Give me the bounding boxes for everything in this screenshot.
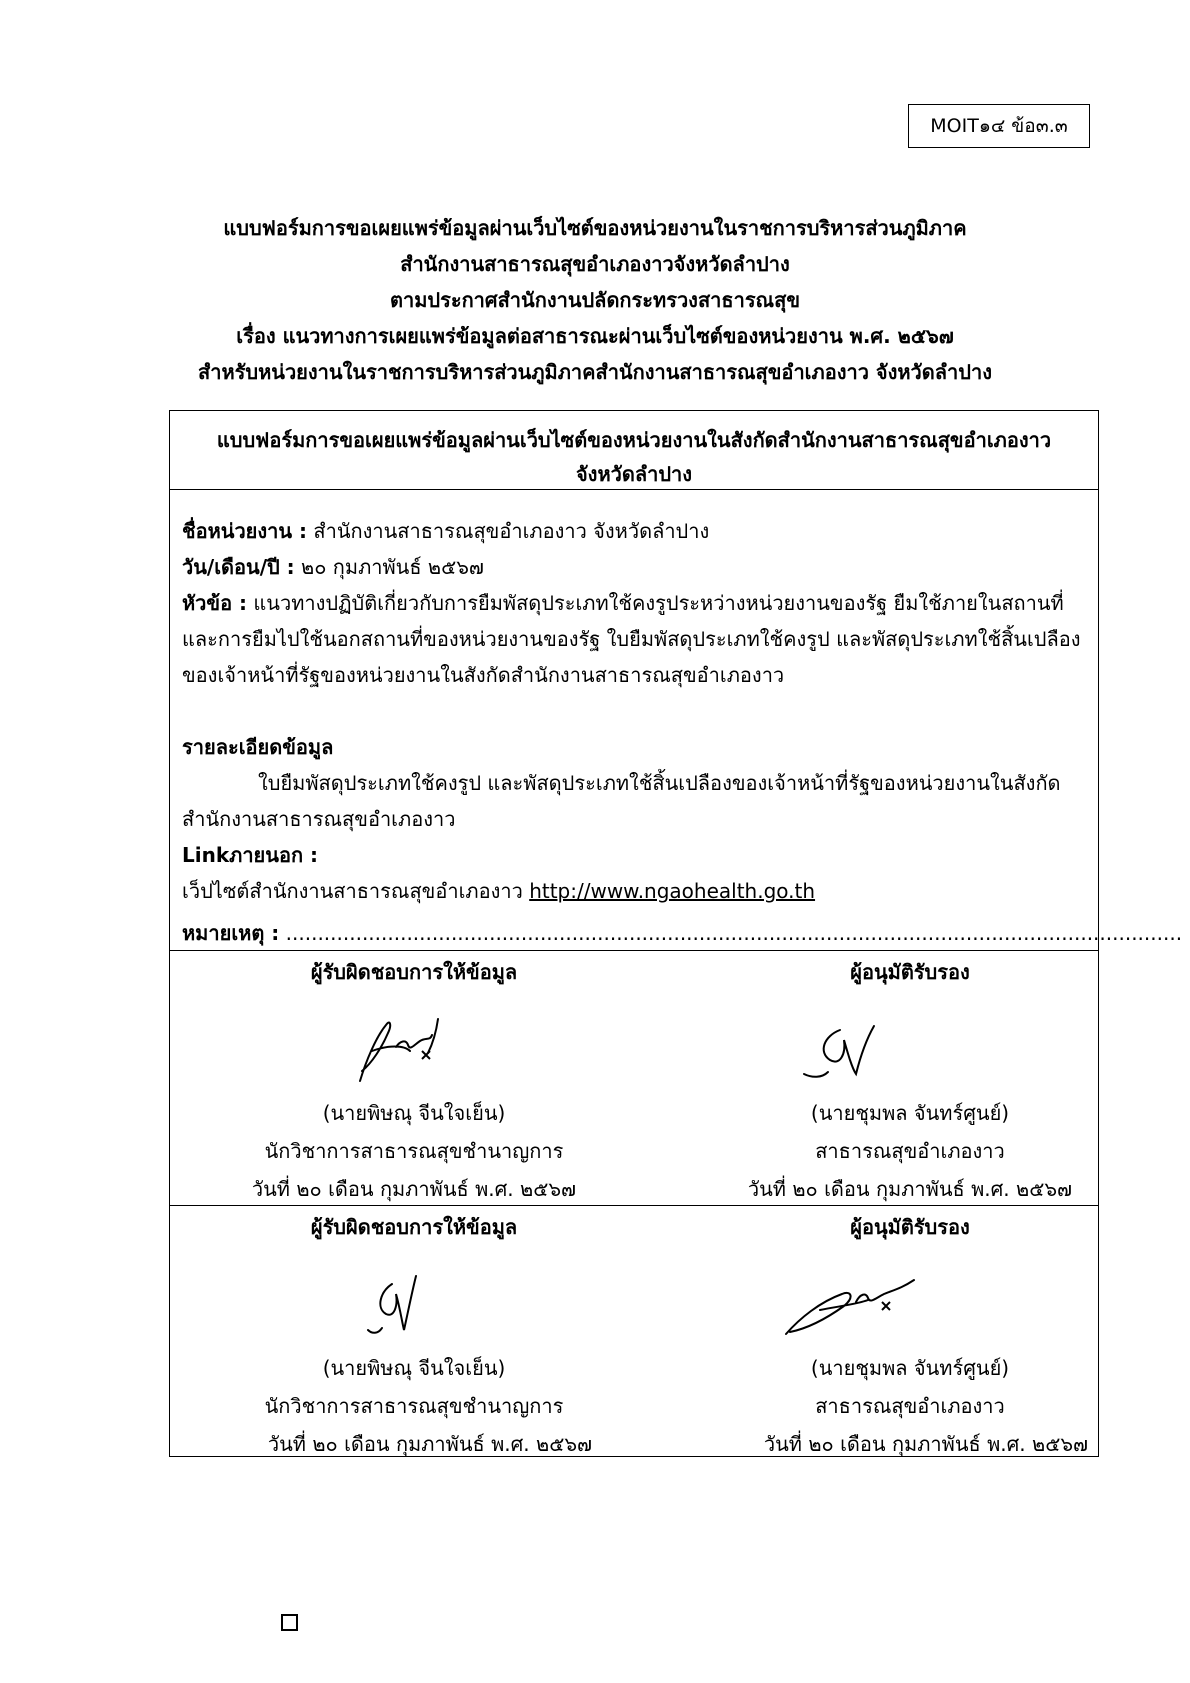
sign1-right-name: (นายชุมพล จันทร์ศูนย์): [810, 1101, 1010, 1125]
date-value: ๒๐ กุมภาพันธ์ ๒๕๖๗: [294, 555, 484, 579]
header-line-3: ตามประกาศสำนักงานปลัดกระทรวงสาธารณสุข: [389, 288, 800, 312]
link-prefix: เว็ปไซต์สำนักงานสาธารณสุขอำเภองาว: [182, 879, 530, 903]
sign2-right-date: วันที่ ๒๐ เดือน กุมภาพันธ์ พ.ศ. ๒๕๖๗: [763, 1432, 1089, 1456]
signature-chumpol-2: [780, 1272, 920, 1342]
sign1-left-date: วันที่ ๒๐ เดือน กุมภาพันธ์ พ.ศ. ๒๕๖๗: [251, 1177, 577, 1201]
unit-value: สำนักงานสาธารณสุขอำเภองาว จังหวัดลำปาง: [307, 519, 710, 543]
detail-heading: รายละเอียดข้อมูล: [182, 735, 334, 759]
header-line-1: แบบฟอร์มการขอเผยแพร่ข้อมูลผ่านเว็บไซต์ของหน่วยงานในราชการบริหารส่วนภูมิภาค: [223, 216, 967, 240]
topic-line-1: แนวทางปฏิบัติเกี่ยวกับการยืมพัสดุประเภทใช้คงรูประหว่างหน่วยงานของรัฐ ยืมใช้ภายในสถานที่: [247, 591, 1064, 615]
table-divider-signatures-1: [169, 950, 1099, 951]
signature-pitsanu-2: [362, 1270, 432, 1342]
sign2-left-role: ผู้รับผิดชอบการให้ข้อมูล: [310, 1215, 518, 1239]
note-row: [182, 917, 1182, 949]
signature-chumpol-1: [800, 1018, 890, 1088]
header-line-5: สำหรับหน่วยงานในราชการบริหารส่วนภูมิภาคสำนักงานสาธารณสุขอำเภองาว จังหวัดลำปาง: [198, 360, 992, 384]
topic-label: หัวข้อ :: [182, 591, 248, 615]
unit-label: ชื่อหน่วยงาน :: [182, 519, 308, 543]
table-divider-signatures-2: [169, 1205, 1099, 1206]
note-label: หมายเหตุ :: [182, 921, 280, 945]
topic-line-3: ของเจ้าหน้าที่รัฐของหน่วยงานในสังกัดสำนักงานสาธารณสุขอำเภองาว: [182, 663, 785, 687]
checkbox[interactable]: [281, 1614, 298, 1631]
detail-line-2: สำนักงานสาธารณสุขอำเภองาว: [182, 807, 456, 831]
detail-line-1: ใบยืมพัสดุประเภทใช้คงรูป และพัสดุประเภทใช้สิ้นเปลืองของเจ้าหน้าที่รัฐของหน่วยงานในสังกัด: [258, 771, 1061, 795]
sign1-right-role: ผู้อนุมัติรับรอง: [850, 960, 970, 984]
sign2-left-position: นักวิชาการสาธารณสุขชำนาญการ: [264, 1394, 564, 1418]
unit-row: [182, 515, 709, 547]
sign2-right-name: (นายชุมพล จันทร์ศูนย์): [810, 1356, 1010, 1380]
sign2-left-date: วันที่ ๒๐ เดือน กุมภาพันธ์ พ.ศ. ๒๕๖๗: [267, 1432, 593, 1456]
link-row: [182, 875, 815, 907]
sign1-left-position: นักวิชาการสาธารณสุขชำนาญการ: [264, 1139, 564, 1163]
signature-pitsanu-1: [348, 1015, 448, 1087]
header-line-4: เรื่อง แนวทางการเผยแพร่ข้อมูลต่อสาธารณะผ่านเว็บไซต์ของหน่วยงาน พ.ศ. ๒๕๖๗: [236, 324, 954, 348]
sign2-right-position: สาธารณสุขอำเภองาว: [815, 1394, 1005, 1418]
note-dots: .............................................................................................................................................: [279, 921, 1183, 945]
header-line-2: สำนักงานสาธารณสุขอำเภองาวจังหวัดลำปาง: [400, 252, 790, 276]
document-code-box: MOIT๑๔ ข้อ๓.๓: [908, 104, 1090, 148]
sign1-left-role: ผู้รับผิดชอบการให้ข้อมูล: [310, 960, 518, 984]
topic-line-2: และการยืมไปใช้นอกสถานที่ของหน่วยงานของรัฐ ใบยืมพัสดุประเภทใช้คงรูป และพัสดุประเภทใช้สิ้นเปลือง: [182, 627, 1081, 651]
link-heading: Linkภายนอก :: [182, 843, 319, 867]
table-title-line-1: แบบฟอร์มการขอเผยแพร่ข้อมูลผ่านเว็บไซต์ของหน่วยงานในสังกัดสำนักงานสาธารณสุขอำเภองาว: [216, 428, 1052, 452]
date-label: วัน/เดือน/ปี :: [182, 555, 295, 579]
sign1-left-name: (นายพิษณุ จีนใจเย็น): [322, 1101, 506, 1125]
sign1-right-position: สาธารณสุขอำเภองาว: [815, 1139, 1005, 1163]
date-row: [182, 551, 484, 583]
website-link[interactable]: http://www.ngaohealth.go.th: [529, 879, 816, 903]
sign2-left-name: (นายพิษณุ จีนใจเย็น): [322, 1356, 506, 1380]
sign2-right-role: ผู้อนุมัติรับรอง: [850, 1215, 970, 1239]
sign1-right-date: วันที่ ๒๐ เดือน กุมภาพันธ์ พ.ศ. ๒๕๖๗: [747, 1177, 1073, 1201]
topic-row: [182, 587, 1064, 619]
table-title-line-2: จังหวัดลำปาง: [575, 462, 693, 486]
